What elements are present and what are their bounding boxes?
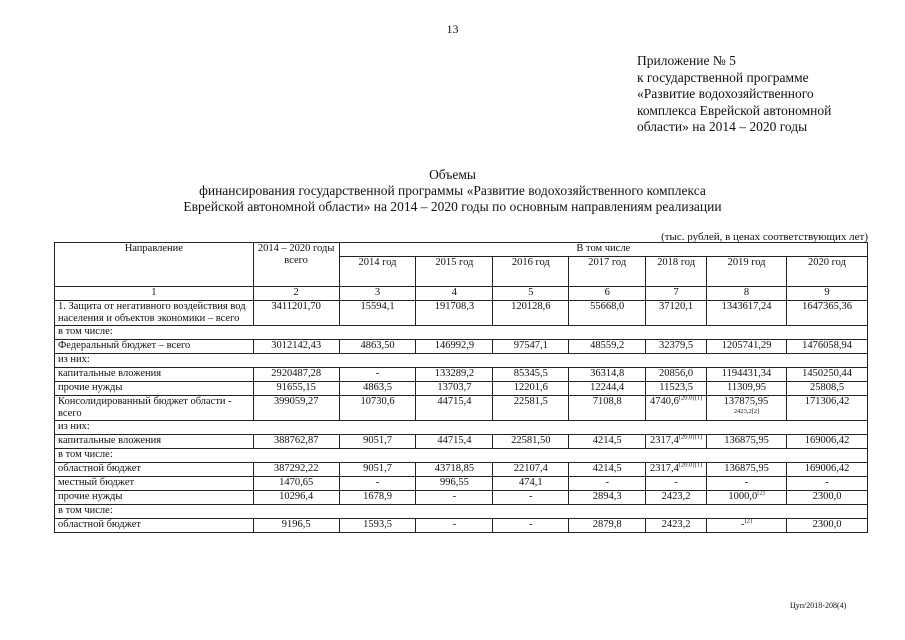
cell-value: - <box>744 477 749 488</box>
table-cell <box>416 519 493 533</box>
table-cell <box>493 301 569 326</box>
table-cell <box>339 477 416 491</box>
table-row <box>55 382 868 396</box>
title-line: Еврейской автономной области» на 2014 – 2020 годы по основным направлениям реализации <box>183 199 722 214</box>
table-cell <box>339 519 416 533</box>
table-cell <box>253 519 339 533</box>
cell-value: 474,1 <box>518 477 543 488</box>
cell-value: 387292,22 <box>273 463 319 474</box>
cell-value: - <box>741 519 745 530</box>
column-number: 2 <box>253 287 339 301</box>
table-cell <box>707 463 787 477</box>
cell-value: 43718,85 <box>434 463 475 474</box>
table-cell <box>493 519 569 533</box>
table-cell <box>787 382 868 396</box>
table-cell <box>787 396 868 421</box>
units-note: (тыс. рублей, в ценах соответствующих лет) <box>661 231 868 243</box>
row-label: капитальные вложения <box>55 368 254 382</box>
cell-value: 2423,2 <box>661 491 691 502</box>
table-cell <box>787 491 868 505</box>
row-label: из них: <box>55 421 868 435</box>
table-cell <box>787 477 868 491</box>
cell-footnote: [2] <box>757 489 765 497</box>
table-row <box>55 421 868 435</box>
cell-value: - <box>452 491 457 502</box>
cell-value: 996,55 <box>439 477 469 488</box>
table-cell <box>416 491 493 505</box>
cell-value: 25808,5 <box>809 382 845 393</box>
table-cell <box>253 477 339 491</box>
header-year: 2015 год <box>416 257 493 287</box>
cell-value: 137875,95 <box>723 396 769 407</box>
table-cell <box>253 435 339 449</box>
cell-value: 171306,42 <box>804 396 850 407</box>
table-cell <box>569 491 646 505</box>
appendix-line: к государственной программе <box>637 69 809 85</box>
cell-value: 1450250,44 <box>802 368 852 379</box>
cell-value: 1470,65 <box>279 477 314 488</box>
header-group: В том числе <box>339 243 867 257</box>
table-cell <box>646 301 707 326</box>
table-cell <box>253 463 339 477</box>
row-label: в том числе: <box>55 505 868 519</box>
cell-value: - <box>674 477 678 488</box>
table-row <box>55 435 868 449</box>
table-cell <box>707 340 787 354</box>
table-cell <box>569 477 646 491</box>
cell-value: 2879,8 <box>592 519 622 530</box>
cell-value: 15594,1 <box>360 301 395 312</box>
table-cell <box>416 301 493 326</box>
cell-value: 22581,5 <box>513 396 548 407</box>
cell-value: 9196,5 <box>281 519 311 530</box>
cell-value: 3411201,70 <box>271 301 321 312</box>
cell-value: 2423,2 <box>661 519 691 530</box>
table-cell <box>493 396 569 421</box>
appendix-line: комплекса Еврейской автономной <box>637 102 832 118</box>
page-number: 13 <box>446 22 459 36</box>
cell-value: - <box>605 477 609 488</box>
table-cell <box>569 519 646 533</box>
appendix-line: области» на 2014 – 2020 годы <box>637 119 808 134</box>
cell-value: 4863,5 <box>363 382 392 393</box>
table-cell <box>569 301 646 326</box>
cell-value: 136875,95 <box>724 435 769 446</box>
row-label: прочие нужды <box>55 382 254 396</box>
cell-value: 2317,4 <box>650 463 679 474</box>
column-number: 6 <box>569 287 646 301</box>
table-cell <box>707 519 787 533</box>
table-row <box>55 396 868 421</box>
table-cell <box>253 382 339 396</box>
table-cell <box>493 340 569 354</box>
table-cell <box>416 382 493 396</box>
column-number: 8 <box>707 287 787 301</box>
cell-footnote: [20.0][1] <box>678 394 703 402</box>
table-cell <box>569 382 646 396</box>
table-cell <box>253 396 339 421</box>
cell-footnote: [2] <box>744 517 753 525</box>
table-row <box>55 463 868 477</box>
cell-value: - <box>825 477 829 488</box>
appendix-header <box>637 53 831 136</box>
title-line: Объемы <box>429 167 476 182</box>
table-cell <box>253 301 339 326</box>
table-cell <box>416 435 493 449</box>
column-number: 9 <box>787 287 868 301</box>
cell-footnote-line: 2423,2[2] <box>733 408 760 415</box>
header-year: 2017 год <box>569 257 646 287</box>
cell-value: 10730,6 <box>360 396 395 407</box>
table-row <box>55 505 868 519</box>
table-cell <box>646 435 707 449</box>
table-cell <box>707 368 787 382</box>
cell-value: 91655,15 <box>276 382 316 393</box>
cell-value: 13703,7 <box>437 382 472 393</box>
column-numbers-row <box>55 287 868 301</box>
table-cell <box>707 396 787 421</box>
row-label: прочие нужды <box>55 491 254 505</box>
cell-value: 7108,8 <box>592 396 622 407</box>
cell-value: 133289,2 <box>434 368 475 379</box>
table-cell <box>646 368 707 382</box>
table-cell <box>416 463 493 477</box>
cell-value: 97547,1 <box>513 340 548 351</box>
table-cell <box>787 463 868 477</box>
table-cell <box>339 435 416 449</box>
table-cell <box>646 340 707 354</box>
cell-value: 32379,5 <box>659 340 694 351</box>
cell-footnote: [20.0][1] <box>678 433 703 441</box>
financing-table <box>54 242 868 533</box>
table-cell <box>646 477 707 491</box>
table-cell <box>493 491 569 505</box>
header-row <box>55 243 868 257</box>
column-number: 7 <box>646 287 707 301</box>
header-year: 2018 год <box>646 257 707 287</box>
row-label: 1. Защита от негативного воздействия вод населения и объектов экономики – всего <box>55 301 254 326</box>
cell-value: 1205741,29 <box>721 340 772 351</box>
appendix-line: Приложение № 5 <box>637 53 736 68</box>
header-total: 2014 – 2020 годы всего <box>253 243 339 287</box>
header-direction: Направление <box>55 243 254 287</box>
cell-value: 1647365,36 <box>802 301 852 312</box>
cell-value: 44715,4 <box>437 435 472 446</box>
table-cell <box>339 368 416 382</box>
row-label: в том числе: <box>55 449 868 463</box>
table-cell <box>493 477 569 491</box>
cell-value: 2300,0 <box>812 519 842 530</box>
table-cell <box>339 491 416 505</box>
table-cell <box>787 519 868 533</box>
table-cell <box>493 368 569 382</box>
cell-value: 1000,0 <box>728 491 758 502</box>
column-number: 5 <box>493 287 569 301</box>
row-label: в том числе: <box>55 326 868 340</box>
table-row <box>55 449 868 463</box>
table-cell <box>646 463 707 477</box>
cell-value: 20856,0 <box>659 368 694 379</box>
table-cell <box>707 491 787 505</box>
cell-value: 22581,50 <box>511 435 551 446</box>
cell-value: 169006,42 <box>804 435 850 446</box>
cell-footnote: [20.0][1] <box>678 461 703 469</box>
table-cell <box>569 435 646 449</box>
cell-value: 2894,3 <box>592 491 622 502</box>
cell-value: 11309,95 <box>727 382 767 393</box>
row-label: местный бюджет <box>55 477 254 491</box>
cell-value: 399059,27 <box>273 396 319 407</box>
table-row <box>55 301 868 326</box>
table-cell <box>253 368 339 382</box>
table-cell <box>646 382 707 396</box>
header-year: 2016 год <box>493 257 569 287</box>
cell-value: 55668,0 <box>590 301 625 312</box>
table-cell <box>787 340 868 354</box>
cell-value: 1194431,34 <box>721 368 772 379</box>
cell-value: 9051,7 <box>363 463 392 474</box>
cell-value: 120128,6 <box>511 301 551 312</box>
table-cell <box>707 435 787 449</box>
table-cell <box>339 463 416 477</box>
table-cell <box>707 477 787 491</box>
table-row <box>55 340 868 354</box>
cell-value: - <box>529 491 533 502</box>
column-number: 4 <box>416 287 493 301</box>
table-cell <box>493 463 569 477</box>
table-cell <box>416 477 493 491</box>
table-cell <box>707 382 787 396</box>
cell-value: 1593,5 <box>363 519 392 530</box>
cell-value: - <box>375 368 380 379</box>
table-cell <box>416 340 493 354</box>
table-cell <box>787 435 868 449</box>
cell-value: 388762,87 <box>273 435 319 446</box>
table-cell <box>493 435 569 449</box>
table-row <box>55 326 868 340</box>
table-cell <box>569 396 646 421</box>
row-label: капитальные вложения <box>55 435 254 449</box>
cell-value: - <box>375 477 380 488</box>
cell-value: 11523,5 <box>659 382 693 393</box>
cell-value: - <box>452 519 457 530</box>
table-cell <box>646 396 707 421</box>
cell-value: 2300,0 <box>812 491 842 502</box>
row-label: Консолидированный бюджет области - всего <box>55 396 254 421</box>
table-cell <box>253 340 339 354</box>
table-cell <box>569 368 646 382</box>
cell-value: 4214,5 <box>592 435 622 446</box>
cell-value: 4740,6 <box>650 396 679 407</box>
table-row <box>55 491 868 505</box>
cell-value: 36314,8 <box>590 368 625 379</box>
cell-value: 1343617,24 <box>721 301 772 312</box>
cell-value: 1678,9 <box>363 491 392 502</box>
cell-value: 191708,3 <box>434 301 475 312</box>
table-row <box>55 354 868 368</box>
table-cell <box>569 340 646 354</box>
document-title <box>0 167 905 215</box>
row-label: из них: <box>55 354 868 368</box>
cell-value: 146992,9 <box>434 340 475 351</box>
cell-value: 1476058,94 <box>802 340 852 351</box>
cell-value: 85345,5 <box>513 368 548 379</box>
row-label: областной бюджет <box>55 519 254 533</box>
table-cell <box>339 301 416 326</box>
table-cell <box>569 463 646 477</box>
cell-value: 37120,1 <box>659 301 694 312</box>
table-cell <box>339 340 416 354</box>
cell-value: - <box>529 519 533 530</box>
cell-value: 9051,7 <box>363 435 392 446</box>
table-cell <box>253 491 339 505</box>
table-cell <box>787 368 868 382</box>
cell-value: 48559,2 <box>590 340 625 351</box>
header-year: 2020 год <box>787 257 868 287</box>
table-row <box>55 519 868 533</box>
table-cell <box>339 396 416 421</box>
column-number: 1 <box>55 287 254 301</box>
appendix-line: «Развитие водохозяйственного <box>637 86 814 101</box>
table-cell <box>646 491 707 505</box>
cell-value: 12244,4 <box>590 382 625 393</box>
cell-value: 169006,42 <box>804 463 850 474</box>
table-cell <box>707 301 787 326</box>
header-year: 2019 год <box>707 257 787 287</box>
title-line: финансирования государственной программы «Развитие водохозяйственного комплекса <box>199 183 706 198</box>
header-year: 2014 год <box>339 257 416 287</box>
cell-value: 2920487,28 <box>271 368 322 379</box>
table-row <box>55 368 868 382</box>
table-cell <box>416 396 493 421</box>
cell-value: 4214,5 <box>592 463 622 474</box>
cell-footnote: ' <box>768 394 770 402</box>
cell-value: 4863,50 <box>360 340 395 351</box>
cell-value: 44715,4 <box>437 396 472 407</box>
table-cell <box>493 382 569 396</box>
row-label: областной бюджет <box>55 463 254 477</box>
document-code: Цуп/2018-208(4) <box>790 601 847 610</box>
cell-value: 2317,4 <box>650 435 679 446</box>
table-cell <box>416 368 493 382</box>
table-cell <box>339 382 416 396</box>
table-cell <box>787 301 868 326</box>
cell-value: 10296,4 <box>279 491 314 502</box>
row-label: Федеральный бюджет – всего <box>55 340 254 354</box>
table-row <box>55 477 868 491</box>
cell-value: 22107,4 <box>513 463 548 474</box>
cell-value: 136875,95 <box>724 463 769 474</box>
table-cell <box>646 519 707 533</box>
column-number: 3 <box>339 287 416 301</box>
cell-value: 12201,6 <box>513 382 548 393</box>
cell-value: 3012142,43 <box>271 340 322 351</box>
